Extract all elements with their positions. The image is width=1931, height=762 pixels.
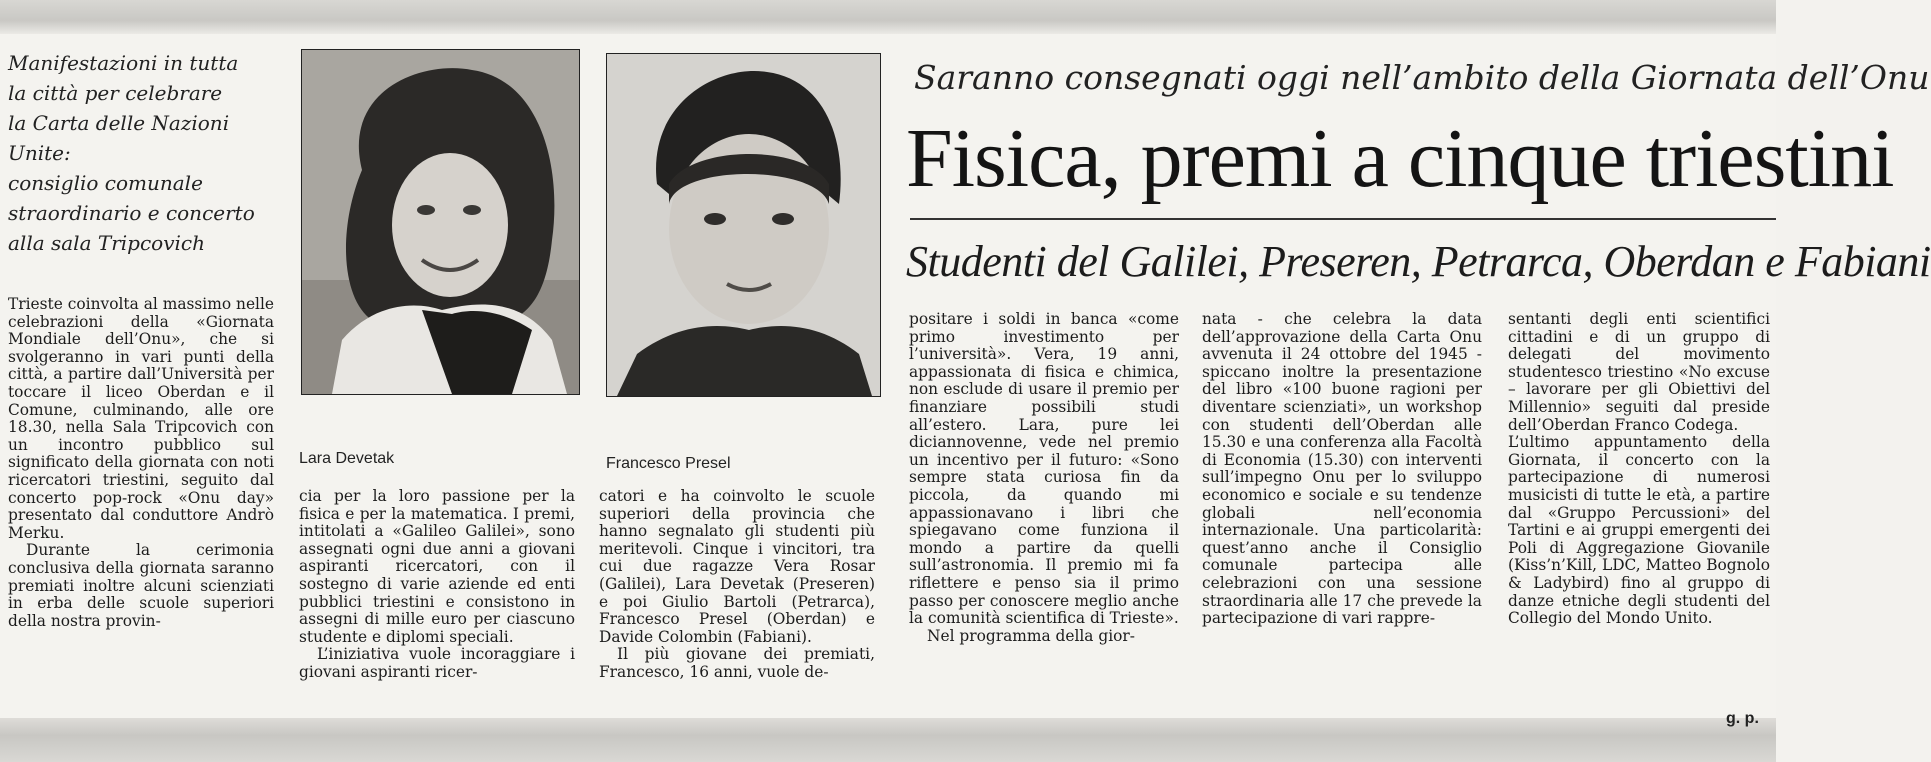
article-column-2 <box>299 488 575 682</box>
paragraph: nata - che celebra la data dell’approvazione della Carta Onu avvenuta il 24 ottobre del 1945 - spiccano inoltre la presentazione del libro «100 buone ragioni per diventare scienziati», un workshop con studenti dell’Oberdan alle 15.30 e una conferenza alla Facoltà di Economia (15.30) con interventi sull’impegno Onu per lo sviluppo economico e sociale e su tendenze globali nell’economia internazionale. Una particolarità: quest’anno anche il Consiglio comunale partecipa alle celebrazioni con una sessione straordinaria alle 17 che prevede la partecipazione di vari rappre- <box>1202 310 1482 628</box>
headline-rule <box>910 218 1776 220</box>
headline: Fisica, premi a cinque triestini <box>906 112 1894 205</box>
author-signature: g. p. <box>1726 710 1759 727</box>
article-column-6 <box>1508 311 1770 628</box>
overline: Saranno consegnati oggi nell’ambito della Giornata dell’Onu <box>914 58 1930 97</box>
article-column-5 <box>1202 311 1482 628</box>
portrait-boy-image <box>607 54 880 396</box>
article-column-1 <box>8 296 274 630</box>
paragraph: Il più giovane dei premiati, Francesco, 16 anni, vuole de- <box>599 645 875 681</box>
article-column-4 <box>909 311 1179 645</box>
paragraph: L’ultimo appuntamento della Giornata, il concerto con la partecipazione di numerosi musicisti di tutte le età, a partire dal «Gruppo Percussioni» del Tartini e ai gruppi emergenti dei Poli di Aggregazione Giovanile (Kiss’n’Kill, LDC, Matteo Bognolo & Ladybird) fino al gruppo di danze etniche degli studenti del Collegio del Mondo Unito. <box>1508 433 1770 628</box>
portrait-woman-image <box>302 50 579 394</box>
scan-edge-bottom <box>0 718 1776 762</box>
kicker: Manifestazioni in tutta la città per celebrare la Carta delle Nazioni Unite: consiglio comunale straordinario e concerto alla sala Tripcovich <box>8 51 255 255</box>
paragraph: Durante la cerimonia conclusiva della giornata saranno premiati inoltre alcuni scienziati in erba delle scuole superiori della nostra provin- <box>8 541 274 630</box>
photo-caption-lara: Lara Devetak <box>299 450 395 467</box>
photo-francesco-presel <box>606 53 881 397</box>
paragraph: cia per la loro passione per la fisica e per la matematica. I premi, intitolati a «Galileo Galilei», sono assegnati ogni due anni a giovani aspiranti ricercatori, con il sostegno di varie aziende ed enti pubblici triestini e consistono in assegni di mille euro per ciascuno studente e diplomi speciali. <box>299 487 575 646</box>
paragraph: L’iniziativa vuole incoraggiare i giovani aspiranti ricer- <box>299 645 575 681</box>
subheadline: Studenti del Galilei, Preseren, Petrarca, Oberdan e Fabiani <box>906 237 1931 286</box>
article-column-3 <box>599 488 875 682</box>
paragraph: Nel programma della gior- <box>927 626 1135 645</box>
photo-lara-devetak <box>301 49 580 395</box>
paragraph: positare i soldi in banca «come primo investimento per l’università». Vera, 19 anni, appassionata di fisica e chimica, non esclude di usare il premio per finanziare possibili studi all’estero. Lara, pure lei diciannovenne, vede nel premio un incentivo per il futuro: «Sono sempre stata curiosa fin da piccola, da quando mi appassionavano i libri che spiegavano come funziona il mondo a partire da quelli sull’astronomia. Il premio mi fa riflettere e penso sia il primo passo per conoscere meglio anche la comunità scientifica di Trieste». <box>909 310 1179 628</box>
photo-caption-francesco: Francesco Presel <box>606 455 731 472</box>
paragraph: sentanti degli enti scientifici cittadini e di un gruppo di delegati del movimento studentesco triestino «No excuse – lavorare per gli Obiettivi del Millennio» seguiti dal preside dell’Oberdan Franco Codega. <box>1508 310 1770 434</box>
scan-edge-top <box>0 0 1776 34</box>
paragraph: Trieste coinvolta al massimo nelle celebrazioni della «Giornata Mondiale dell’Onu», che si svolgeranno in vari punti della città, a partire dall’Università per toccare il liceo Oberdan e il Comune, culminando, alle ore 18.30, nella Sala Tripcovich con un incontro pubblico sul significato della giornata con noti ricercatori triestini, seguito dal concerto pop-rock «Onu day» presentato dal conduttore Andrò Merku. <box>8 295 274 542</box>
paragraph: catori e ha coinvolto le scuole superiori della provincia che hanno segnalato gli studenti più meritevoli. Cinque i vincitori, tra cui due ragazze Vera Rosar (Galilei), Lara Devetak (Preseren) e poi Giulio Bartoli (Petrarca), Francesco Presel (Oberdan) e Davide Colombin (Fabiani). <box>599 487 875 646</box>
